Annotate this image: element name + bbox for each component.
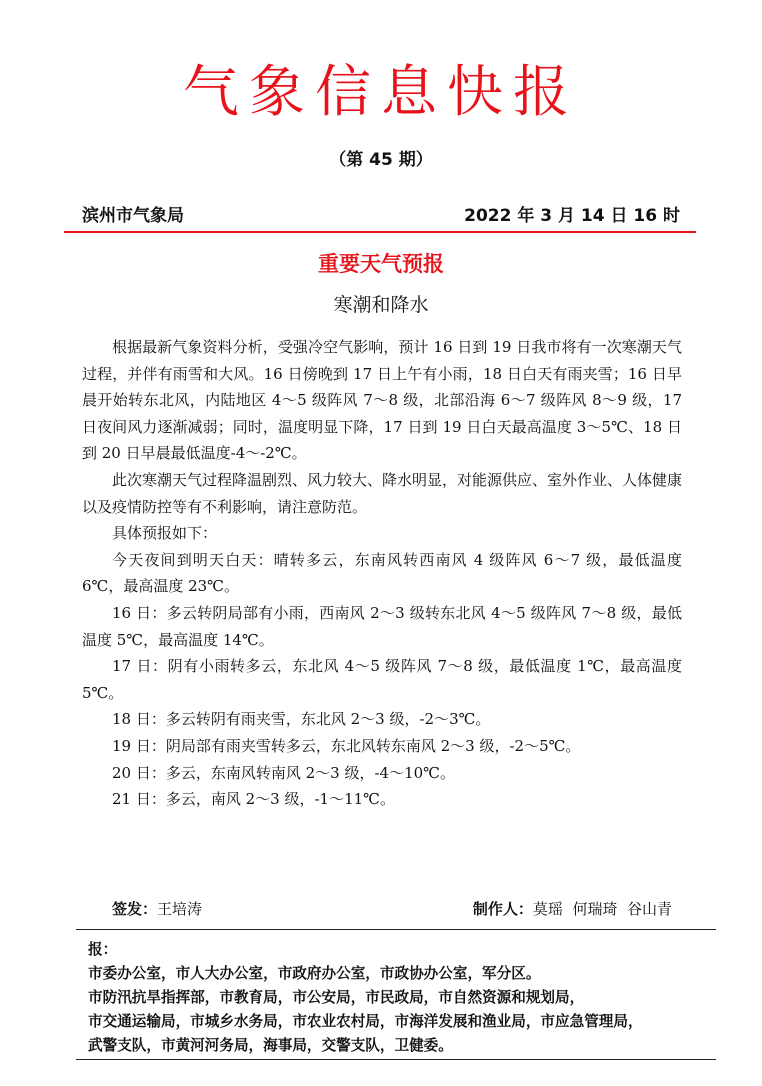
forecast-day-19: 19 日：阴局部有雨夹雪转多云，东北风转东南风 2～3 级，-2～5℃。 (112, 736, 581, 755)
masthead-title: 气象信息快报 (183, 60, 579, 125)
forecast-day-17: 17 日：阴有小雨转多云，东北风 4～5 级阵风 7～8 级，最低温度 1℃，最高温度 5℃。 (82, 657, 682, 702)
forecast-day-21: 21 日：多云，南风 2～3 级，-1～11℃。 (112, 790, 395, 809)
issue-datetime: 2022 年 3 月 14 日 16 时 (464, 206, 680, 226)
producer-label: 制作人： (472, 900, 533, 918)
distribution-line: 市委办公室，市人大办公室，市政府办公室，市政协办公室，军分区。 (88, 965, 541, 982)
issuer-name: 王培涛 (157, 900, 203, 918)
forecast-body (82, 334, 682, 813)
forecast-day-18: 18 日：多云转阴有雨夹雪，东北风 2～3 级，-2～3℃。 (112, 710, 491, 729)
distribution-line: 市防汛抗旱指挥部，市教育局，市公安局，市民政局，市自然资源和规划局， (88, 989, 585, 1006)
section-title: 重要天气预报 (318, 252, 444, 276)
issuer (112, 897, 202, 921)
paragraph-intro: 具体预报如下： (112, 524, 218, 543)
forecast-tonight: 今天夜间到明天白天：晴转多云，东南风转西南风 4 级阵风 6～7 级，最低温度 6℃，最高温度 23℃。 (82, 550, 682, 596)
distribution-top-rule (76, 929, 716, 930)
distribution-line: 武警支队，市黄河河务局，海事局，交警支队，卫健委。 (88, 1037, 453, 1054)
forecast-day-16: 16 日：多云转阴局部有小雨，西南风 2～3 级转东北风 4～5 级阵风 7～8 级，最低温度 5℃，最高温度 14℃。 (82, 603, 682, 649)
issuer-label: 签发： (112, 900, 158, 918)
distribution-bottom-rule (76, 1059, 716, 1060)
signature-row (112, 897, 672, 921)
header-divider (64, 231, 696, 233)
producer-names: 莫瑶 何瑞琦 谷山青 (532, 900, 672, 918)
forecast-subtitle: 寒潮和降水 (333, 294, 429, 316)
distribution-list (88, 938, 738, 1058)
organization: 滨州市气象局 (82, 206, 184, 226)
forecast-day-20: 20 日：多云，东南风转南风 2～3 级，-4～10℃。 (112, 763, 455, 782)
paragraph-impact: 此次寒潮天气过程降温剧烈、风力较大、降水明显，对能源供应、室外作业、人体健康以及疫情防控等有不利影响，请注意防范。 (82, 470, 683, 516)
producer (473, 897, 672, 921)
issue-number: （第 45 期） (329, 150, 433, 170)
header-row (82, 204, 680, 228)
distribution-line: 市交通运输局，市城乡水务局，市农业农村局，市海洋发展和渔业局，市应急管理局， (88, 1013, 643, 1030)
distribution-label: 报： (88, 941, 118, 958)
paragraph-summary: 根据最新气象资料分析，受强冷空气影响，预计 16 日到 19 日我市将有一次寒潮天气过程，并伴有雨雪和大风。16 日傍晚到 17 日上午有小雨，18 日白天有雨夹雪；16 日早晨开始转东北风，内陆地区 4～5 级阵风 7～8 级，北部沿海 6～7 级阵风 8～9 级，17 日夜间风力逐渐减弱；同时，温度明显下降，17 日到 19 日白天最高温度 3～5℃、18 日到 20 日早晨最低温度-4～-2℃。 (82, 338, 682, 463)
